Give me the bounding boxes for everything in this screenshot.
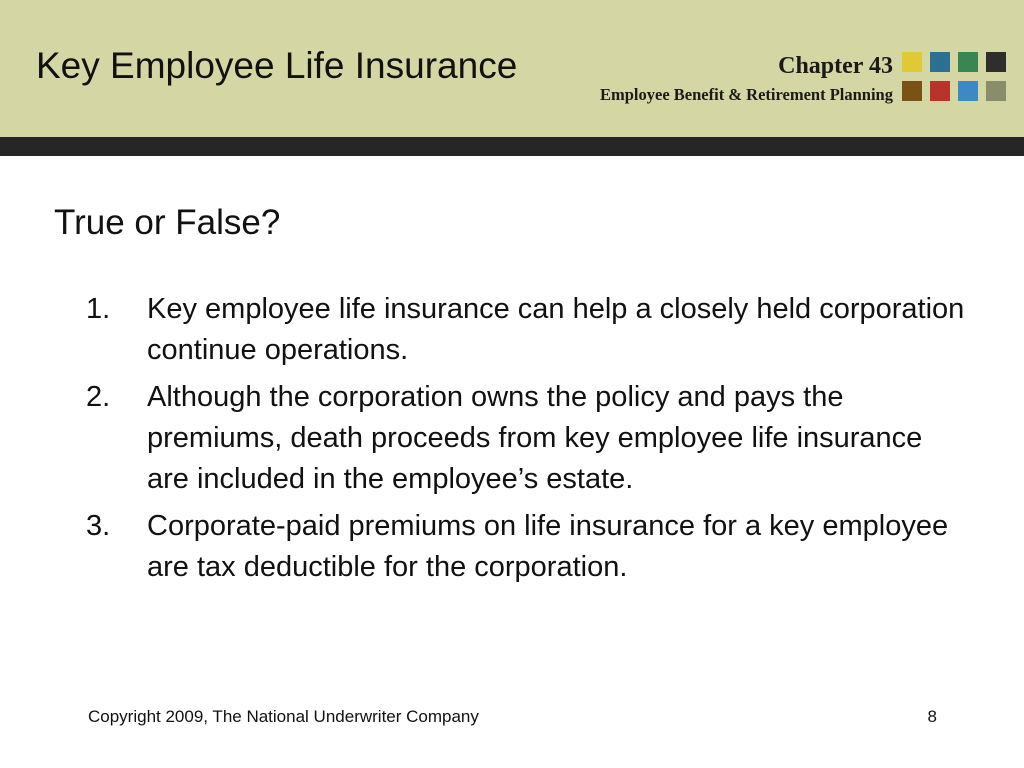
chapter-label: Chapter 43 [778,53,893,79]
logo-square [930,81,950,101]
item-number: 2. [86,381,111,413]
logo-square [958,81,978,101]
logo-square [902,81,922,101]
slide-title: Key Employee Life Insurance [36,45,518,86]
item-text: Key employee life insurance can help a closely held corporation continue operations. [147,293,965,366]
item-number: 3. [86,510,111,542]
logo-square [930,52,950,72]
logo-square [958,52,978,72]
list-item [86,289,966,371]
copyright-footer: Copyright 2009, The National Underwriter Company [88,707,479,726]
statement-list [86,289,966,594]
color-squares-logo [902,52,1006,104]
logo-square [986,52,1006,72]
logo-square [986,81,1006,101]
question-heading: True or False? [54,203,281,242]
logo-square [902,52,922,72]
page-number: 8 [927,707,937,726]
item-text: Although the corporation owns the policy and pays the premiums, death proceeds from key employee life insurance are included in the employee’s estate. [147,381,923,495]
list-item [86,506,966,588]
item-number: 1. [86,293,111,325]
book-subtitle: Employee Benefit & Retirement Planning [600,85,893,104]
item-text: Corporate-paid premiums on life insurance for a key employee are tax deductible for the corporation. [147,510,949,583]
header-divider-bar [0,137,1024,156]
list-item [86,377,966,500]
header-band [0,0,1024,137]
